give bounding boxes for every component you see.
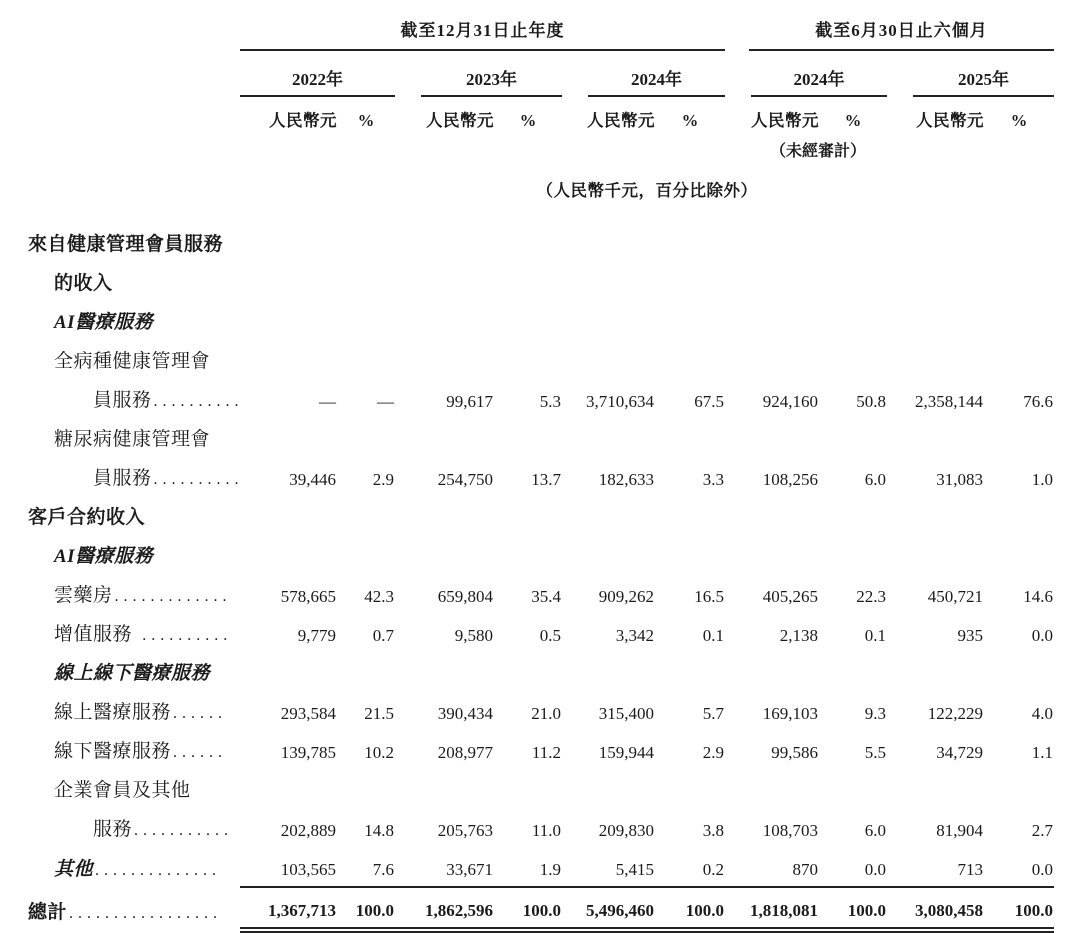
empty-cell: [725, 535, 819, 574]
empty-cell: [494, 496, 562, 535]
row-label-text: 增值服務: [54, 624, 133, 645]
empty-cell: [655, 262, 725, 301]
table-row: [27, 535, 1054, 574]
interim-period-cell: [725, 16, 1054, 51]
value-cell: 208,977: [437, 743, 493, 762]
value-cell: 659,804: [437, 587, 493, 606]
currency-header: 人民幣元: [269, 111, 337, 130]
empty-cell: [337, 496, 395, 535]
value-cell: 139,785: [280, 743, 336, 762]
row-label: 企業會員及其他: [54, 780, 191, 801]
row-label-text: 員服務: [93, 390, 152, 411]
value-cell: 39,446: [289, 470, 336, 489]
value-cell: 9,580: [454, 626, 493, 645]
value-cell: 103,565: [240, 847, 337, 887]
table-row: [27, 847, 1054, 887]
empty-cell: [562, 223, 655, 262]
value-cell: 5.7: [702, 704, 725, 723]
value-cell: 2.9: [702, 743, 725, 762]
currency-header: 人民幣元: [751, 111, 820, 130]
empty-cell: [887, 769, 984, 808]
empty-cell: [725, 769, 819, 808]
value-cell: 3.3: [702, 470, 725, 489]
year-2023-cell: [395, 51, 562, 97]
value-cell: 293,584: [280, 704, 336, 723]
row-label: [27, 379, 244, 418]
table-row: [27, 574, 1054, 613]
value-cell: 390,434: [437, 704, 493, 723]
value-cell: 11.2: [531, 743, 561, 762]
empty-cell: [494, 301, 562, 340]
value-cell: 1,818,081: [725, 887, 819, 930]
dot-leader: ......: [173, 744, 228, 761]
row-label: 客戶合約收入: [28, 507, 146, 528]
value-cell: 21.0: [531, 704, 561, 723]
percent-header: %: [357, 111, 375, 130]
percent-header: %: [1010, 111, 1028, 130]
empty-cell: [984, 340, 1054, 379]
interim-2024-cell: [725, 51, 887, 97]
row-label: [27, 730, 240, 769]
empty-cell: [819, 262, 887, 301]
empty-cell: [240, 301, 337, 340]
unaudited-note: （未經審計）: [770, 143, 867, 160]
unit-note-row: [27, 161, 1054, 201]
value-cell: 578,665: [280, 587, 336, 606]
dot-leader: ..........: [153, 393, 244, 410]
table-row: [27, 301, 1054, 340]
empty-cell: [494, 223, 562, 262]
year-2024-cell: [562, 51, 725, 97]
empty-cell: [819, 418, 887, 457]
table-row: [27, 223, 1054, 262]
value-cell: 21.5: [364, 704, 394, 723]
empty-cell: [887, 496, 984, 535]
empty-cell: [984, 496, 1054, 535]
value-cell: 0.5: [539, 626, 561, 645]
value-cell: 202,889: [280, 821, 336, 840]
empty-cell: [887, 418, 984, 457]
year-2023-label: 2023年: [421, 51, 562, 97]
value-cell: 182,633: [598, 470, 654, 489]
value-cell: 1.9: [494, 847, 562, 887]
value-cell: 2.7: [1031, 821, 1054, 840]
unaudited-cell: [725, 131, 887, 161]
empty-cell: [395, 652, 494, 691]
table-row: [27, 652, 1054, 691]
empty-cell: [240, 418, 337, 457]
table-row: [27, 418, 1054, 457]
empty-cell: [725, 340, 819, 379]
value-cell: 100.0: [655, 887, 725, 930]
dot-leader: ...........: [134, 822, 234, 839]
value-cell: 5.3: [539, 392, 561, 411]
table-row: [27, 691, 1054, 730]
empty-cell: [494, 652, 562, 691]
value-cell: 9,779: [297, 626, 336, 645]
empty-cell: [562, 301, 655, 340]
value-cell: 3,710,634: [586, 392, 654, 411]
value-cell: 909,262: [598, 587, 654, 606]
value-cell: 31,083: [936, 470, 984, 489]
row-label: [27, 457, 244, 496]
value-cell: 3,342: [615, 626, 654, 645]
value-cell: 1,367,713: [240, 887, 337, 930]
empty-cell: [725, 301, 819, 340]
row-label-text: 服務: [93, 819, 133, 840]
unaudited-row: [27, 131, 1054, 161]
value-cell: 10.2: [364, 743, 394, 762]
empty-cell: [494, 769, 562, 808]
value-cell: 42.3: [364, 587, 394, 606]
value-cell: 67.5: [694, 392, 725, 411]
value-cell: 924,160: [762, 392, 819, 411]
value-cell: 11.0: [531, 821, 561, 840]
currency-header: 人民幣元: [587, 111, 655, 130]
empty-cell: [337, 535, 395, 574]
empty-cell: [655, 223, 725, 262]
empty-cell: [494, 262, 562, 301]
value-cell: 81,904: [936, 821, 984, 840]
value-cell: 2.9: [372, 470, 394, 489]
value-cell: 34,729: [936, 743, 984, 762]
row-label: 來自健康管理會員服務: [28, 234, 224, 255]
table-row: [27, 496, 1054, 535]
percent-header: %: [681, 111, 699, 130]
value-cell: 159,944: [598, 743, 654, 762]
year-2022-label: 2022年: [240, 51, 395, 97]
row-label-text: 員服務: [93, 468, 152, 489]
value-cell: 5.5: [864, 743, 887, 762]
empty-cell: [725, 262, 819, 301]
empty-cell: [819, 223, 887, 262]
dot-leader: ......: [173, 705, 228, 722]
empty-cell: [655, 496, 725, 535]
empty-cell: [819, 652, 887, 691]
row-label-text: 總計: [28, 902, 68, 923]
empty-cell: [887, 535, 984, 574]
row-label: AI醫療服務: [54, 546, 154, 567]
row-label-text: 線下醫療服務: [54, 741, 172, 762]
value-cell: 100.0: [494, 887, 562, 930]
empty-cell: [240, 223, 337, 262]
value-cell: 713: [887, 847, 984, 887]
unit-note: （人民幣千元，百分比除外）: [536, 181, 758, 200]
interim-2025-label: 2025年: [913, 51, 1054, 97]
value-cell: —: [319, 392, 336, 411]
dot-leader: ..........: [134, 627, 233, 644]
value-cell: 14.8: [364, 821, 394, 840]
value-cell: 0.0: [819, 847, 887, 887]
row-label: 的收入: [54, 273, 113, 294]
value-cell: 3,080,458: [887, 887, 984, 930]
empty-cell: [240, 262, 337, 301]
empty-cell: [562, 535, 655, 574]
table-row: [27, 340, 1054, 379]
table-row: [27, 613, 1054, 652]
empty-cell: [240, 340, 337, 379]
value-cell: 16.5: [694, 587, 725, 606]
period-group-row: [27, 16, 1054, 51]
value-cell: —: [377, 392, 394, 411]
year-2024-label: 2024年: [588, 51, 725, 97]
empty-cell: [562, 769, 655, 808]
empty-cell: [395, 418, 494, 457]
value-cell: 13.7: [531, 470, 561, 489]
value-cell: 50.8: [856, 392, 887, 411]
empty-cell: [655, 301, 725, 340]
empty-cell: [562, 496, 655, 535]
row-label: 糖尿病健康管理會: [54, 429, 211, 450]
value-cell: 870: [725, 847, 819, 887]
table-row: [27, 808, 1054, 847]
revenue-breakdown-table: [27, 16, 1054, 933]
empty-cell: [984, 535, 1054, 574]
empty-cell: [984, 301, 1054, 340]
empty-cell: [395, 262, 494, 301]
empty-cell: [819, 340, 887, 379]
dot-leader: .................: [69, 905, 223, 922]
empty-cell: [337, 340, 395, 379]
value-cell: 2,358,144: [915, 392, 984, 411]
value-cell: 4.0: [1031, 704, 1054, 723]
empty-cell: [887, 223, 984, 262]
empty-cell: [562, 262, 655, 301]
value-cell: 5,496,460: [562, 887, 655, 930]
unit-row: [27, 97, 1054, 131]
empty-cell: [984, 418, 1054, 457]
empty-cell: [655, 535, 725, 574]
unit-note-cell: [240, 161, 1054, 201]
value-cell: 205,763: [437, 821, 493, 840]
row-label-text: 其他: [54, 859, 94, 880]
empty-cell: [494, 418, 562, 457]
value-cell: 315,400: [598, 704, 654, 723]
table-row: [27, 769, 1054, 808]
empty-cell: [819, 535, 887, 574]
empty-cell: [725, 652, 819, 691]
empty-cell: [655, 769, 725, 808]
table-row: [27, 457, 1054, 496]
table-row: [27, 262, 1054, 301]
value-cell: 14.6: [1023, 587, 1054, 606]
empty-cell: [240, 535, 337, 574]
row-label: [27, 574, 240, 613]
value-cell: 0.0: [1031, 626, 1054, 645]
empty-cell: [819, 769, 887, 808]
row-label: AI醫療服務: [54, 312, 154, 333]
row-label-text: 雲藥房: [54, 585, 113, 606]
empty-cell: [819, 496, 887, 535]
value-cell: 100.0: [819, 887, 887, 930]
empty-cell: [337, 769, 395, 808]
row-label: [27, 887, 240, 930]
empty-cell: [725, 496, 819, 535]
value-cell: 122,229: [927, 704, 984, 723]
value-cell: 169,103: [762, 704, 819, 723]
empty-cell: [494, 535, 562, 574]
table-body: [27, 201, 1054, 930]
empty-cell: [337, 223, 395, 262]
empty-cell: [725, 223, 819, 262]
value-cell: 0.0: [984, 847, 1054, 887]
value-cell: 3.8: [702, 821, 725, 840]
empty-cell: [494, 340, 562, 379]
value-cell: 1.0: [1031, 470, 1054, 489]
empty-cell: [240, 652, 337, 691]
year-2022-cell: [240, 51, 395, 97]
empty-cell: [655, 340, 725, 379]
value-cell: 99,617: [446, 392, 493, 411]
empty-cell: [337, 418, 395, 457]
value-cell: 209,830: [598, 821, 654, 840]
row-label-text: 線上醫療服務: [54, 702, 172, 723]
total-row: [27, 887, 1054, 930]
value-cell: 1.1: [1031, 743, 1054, 762]
value-cell: 35.4: [531, 587, 561, 606]
value-cell: 5,415: [562, 847, 655, 887]
interim-period-header: 截至6月30日止六個月: [749, 16, 1054, 51]
value-cell: 33,671: [395, 847, 494, 887]
value-cell: 22.3: [856, 587, 887, 606]
value-cell: 108,703: [762, 821, 819, 840]
interim-2024-label: 2024年: [751, 51, 887, 97]
empty-cell: [887, 301, 984, 340]
value-cell: 450,721: [927, 587, 984, 606]
value-cell: 0.1: [864, 626, 887, 645]
annual-period-header: 截至12月31日止年度: [240, 16, 725, 51]
value-cell: 100.0: [337, 887, 395, 930]
value-cell: 108,256: [762, 470, 819, 489]
currency-header: 人民幣元: [916, 111, 985, 130]
value-cell: 254,750: [437, 470, 493, 489]
value-cell: 0.2: [655, 847, 725, 887]
value-cell: 99,586: [771, 743, 819, 762]
value-cell: 0.7: [372, 626, 394, 645]
value-cell: 935: [957, 626, 984, 645]
year-row: [27, 51, 1054, 97]
table-row: [27, 730, 1054, 769]
annual-period-cell: [240, 16, 725, 51]
dot-leader: ..............: [95, 862, 222, 879]
value-cell: 1,862,596: [395, 887, 494, 930]
empty-cell: [337, 652, 395, 691]
value-cell: 100.0: [984, 887, 1054, 930]
empty-cell: [395, 301, 494, 340]
empty-cell: [887, 262, 984, 301]
empty-cell: [725, 418, 819, 457]
dot-leader: ..........: [153, 471, 244, 488]
row-label: 全病種健康管理會: [54, 351, 211, 372]
empty-cell: [337, 262, 395, 301]
dot-leader: .............: [114, 588, 232, 605]
value-cell: 2,138: [779, 626, 819, 645]
value-cell: 405,265: [762, 587, 819, 606]
empty-cell: [395, 223, 494, 262]
empty-cell: [984, 262, 1054, 301]
value-cell: 6.0: [864, 470, 887, 489]
empty-cell: [655, 652, 725, 691]
value-cell: 6.0: [864, 821, 887, 840]
percent-header: %: [519, 111, 537, 130]
spacer-row: [27, 201, 1054, 223]
empty-cell: [240, 496, 337, 535]
table-row: [27, 379, 1054, 418]
empty-cell: [562, 340, 655, 379]
empty-cell: [887, 652, 984, 691]
row-label: [27, 808, 240, 847]
row-label: [27, 847, 240, 887]
interim-2025-cell: [887, 51, 1054, 97]
empty-cell: [984, 769, 1054, 808]
value-cell: 7.6: [337, 847, 395, 887]
empty-cell: [887, 340, 984, 379]
value-cell: 0.1: [702, 626, 725, 645]
row-label: [27, 691, 240, 730]
value-cell: 9.3: [864, 704, 887, 723]
empty-cell: [819, 301, 887, 340]
row-label: 線上線下醫療服務: [54, 663, 211, 684]
label-column-spacer: [27, 16, 240, 51]
empty-cell: [395, 496, 494, 535]
empty-cell: [395, 535, 494, 574]
row-label: [27, 613, 240, 652]
empty-cell: [562, 418, 655, 457]
empty-cell: [984, 223, 1054, 262]
empty-cell: [240, 769, 337, 808]
empty-cell: [395, 340, 494, 379]
empty-cell: [337, 301, 395, 340]
empty-cell: [395, 769, 494, 808]
currency-header: 人民幣元: [426, 111, 494, 130]
value-cell: 76.6: [1023, 392, 1054, 411]
empty-cell: [655, 418, 725, 457]
empty-cell: [984, 652, 1054, 691]
empty-cell: [562, 652, 655, 691]
percent-header: %: [844, 111, 862, 130]
